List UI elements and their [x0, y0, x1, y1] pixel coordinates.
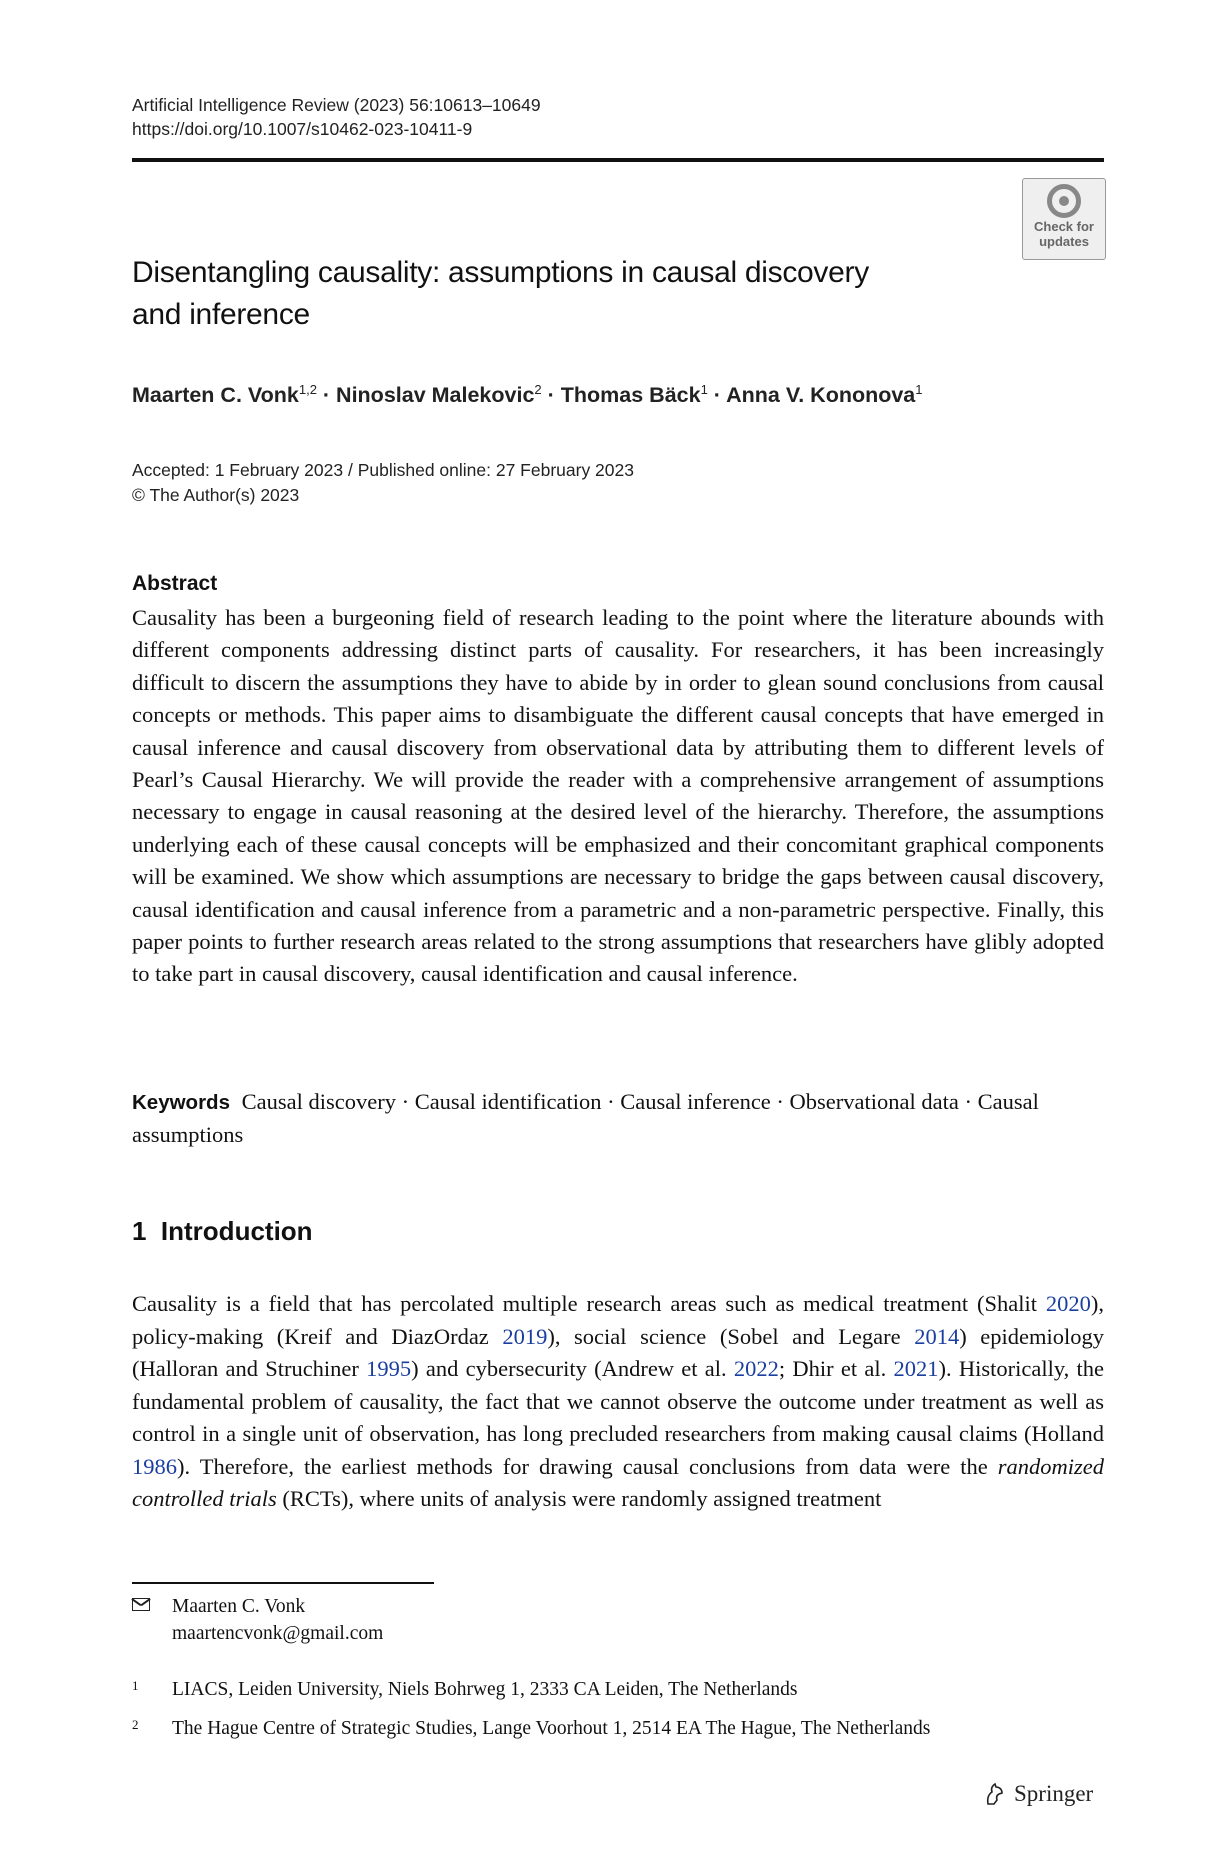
- crossmark-text-2: updates: [1039, 234, 1089, 249]
- header-rule: [132, 158, 1104, 162]
- author-affiliation: 1: [700, 382, 708, 397]
- citation-link[interactable]: 2014: [914, 1323, 960, 1349]
- citation-link[interactable]: 2019: [502, 1323, 548, 1349]
- affiliation-text: LIACS, Leiden University, Niels Bohrweg 1, 2333 CA Leiden, The Netherlands: [172, 1679, 798, 1700]
- springer-horse-icon: [984, 1782, 1006, 1806]
- affiliation-text: The Hague Centre of Strategic Studies, Lange Voorhout 1, 2514 EA The Hague, The Netherlands: [172, 1718, 931, 1739]
- author-name: Anna V. Kononova: [726, 383, 916, 408]
- author-separator: ·: [707, 383, 727, 408]
- author-separator: ·: [316, 383, 337, 408]
- crossmark-text-1: Check for: [1034, 219, 1094, 234]
- body-text: ), social science (Sobel and Legare: [547, 1323, 915, 1349]
- citation-link[interactable]: 1986: [132, 1453, 177, 1479]
- journal-citation: Artificial Intelligence Review (2023) 56:10613–10649: [132, 95, 541, 115]
- keywords: [132, 1086, 1104, 1151]
- body-text: ). Historically, the fundamental problem of causality, the fact that we cannot observe the outcome under treatment as well as control in a single unit of observation, has long precluded researchers from making causal claims (Holland: [132, 1356, 1104, 1446]
- body-text: ) and cybersecurity (Andrew et al.: [411, 1356, 734, 1381]
- author-name: Ninoslav Malekovic: [336, 383, 535, 408]
- citation-link[interactable]: 2022: [733, 1356, 779, 1381]
- paper-title: [132, 252, 982, 336]
- author-separator: ·: [541, 383, 561, 408]
- body-text: ). Therefore, the earliest methods for drawing causal conclusions from data were the: [177, 1453, 998, 1479]
- accepted-published-line: Accepted: 1 February 2023 / Published online: 27 February 2023: [132, 460, 634, 480]
- contact-email[interactable]: maartencvonk@gmail.com: [172, 1623, 384, 1644]
- section-number: 1: [132, 1216, 147, 1246]
- affiliation-2: [132, 1716, 930, 1742]
- citation-link[interactable]: 2021: [893, 1356, 939, 1381]
- author-list: [132, 382, 923, 408]
- publication-dates: [132, 458, 634, 508]
- abstract-heading: Abstract: [132, 572, 218, 595]
- emphasized-term: randomized controlled trials: [132, 1453, 1104, 1511]
- envelope-icon: [132, 1598, 150, 1611]
- introduction-paragraph: [132, 1288, 1104, 1516]
- footnote-rule: [132, 1582, 434, 1584]
- body-text: (RCTs), where units of analysis were randomly assigned treatment: [276, 1486, 882, 1511]
- keywords-text: Causal discovery · Causal identification · Causal inference · Observational data · Causal assumptions: [132, 1089, 1039, 1147]
- corresponding-author: [132, 1593, 383, 1647]
- body-text: ; Dhir et al.: [778, 1356, 894, 1381]
- title-line-1: Disentangling causality: assumptions in causal discovery: [132, 256, 869, 289]
- author-name: Maarten C. Vonk: [132, 383, 299, 408]
- body-text: ), policy-making (Kreif and DiazOrdaz: [132, 1291, 1104, 1349]
- author-affiliation: 1: [915, 382, 923, 397]
- publisher-name: Springer: [1014, 1781, 1094, 1806]
- affiliation-1: [132, 1677, 798, 1703]
- affiliation-number: 2: [132, 1717, 139, 1732]
- contact-name: Maarten C. Vonk: [172, 1596, 306, 1617]
- journal-header: [132, 93, 541, 141]
- author-name: Thomas Bäck: [560, 383, 701, 408]
- crossmark-icon: [1047, 184, 1081, 218]
- author-affiliation: 1,2: [298, 382, 317, 397]
- copyright-line: © The Author(s) 2023: [132, 485, 300, 505]
- citation-link[interactable]: 2020: [1045, 1291, 1091, 1316]
- doi-link[interactable]: https://doi.org/10.1007/s10462-023-10411-9: [132, 119, 473, 139]
- paper-page: [132, 0, 1104, 1851]
- abstract-text: Causality has been a burgeoning field of research leading to the point where the literature abounds with different components addressing distinct parts of causality. For researchers, it has been increasingly difficult to discern the assumptions they have to abide by in order to glean sound conclusions from causal concepts or methods. This paper aims to disambiguate the different causal concepts that have emerged in causal inference and causal discovery from observational data by attributing them to different levels of Pearl’s Causal Hierarchy. We will provide the reader with a comprehensive arrangement of assumptions necessary to engage in causal reasoning at the desired level of the hierarchy. Therefore, the assumptions underlying each of these causal concepts will be emphasized and their concomitant graphical components will be examined. We show which assumptions are necessary to bridge the gaps between causal discovery, causal identification and causal inference from a parametric and a non-parametric perspective. Finally, this paper points to further research areas related to the strong assumptions that researchers have glibly adopted to take part in causal discovery, causal identification and causal inference.: [132, 605, 1104, 987]
- body-text: Causality is a field that has percolated multiple research areas such as medical treatment (Shalit: [132, 1291, 1046, 1316]
- check-for-updates-badge[interactable]: [1022, 178, 1106, 260]
- section-title: Introduction: [160, 1216, 313, 1246]
- affiliation-number: 1: [132, 1678, 139, 1693]
- section-heading: [132, 1216, 313, 1247]
- body-text: ) epidemiology (Halloran and Struchiner: [132, 1323, 1104, 1381]
- publisher-logo: [984, 1781, 1093, 1807]
- author-affiliation: 2: [534, 382, 542, 397]
- citation-link[interactable]: 1995: [366, 1356, 412, 1381]
- title-line-2: and inference: [132, 298, 310, 331]
- keywords-label: Keywords: [132, 1091, 230, 1114]
